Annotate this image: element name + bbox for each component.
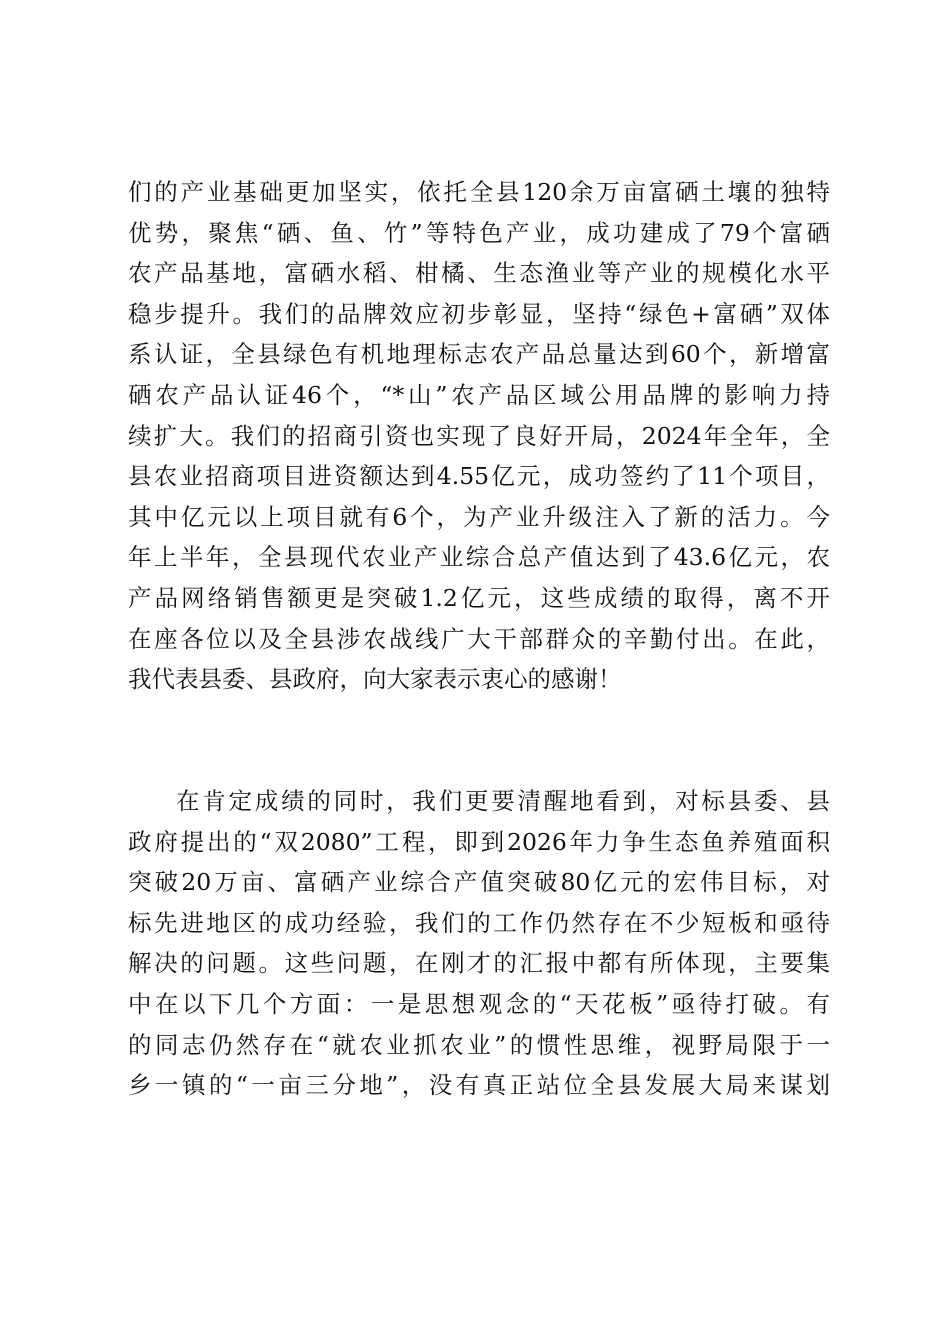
text-line: 年上半年，全县现代农业产业综合总产值达到了43.6亿元，农	[128, 543, 830, 572]
text-line: 标先进地区的成功经验，我们的工作仍然存在不少短板和亟待	[128, 908, 830, 937]
text-line: 其中亿元以上项目就有6个，为产业升级注入了新的活力。今	[128, 502, 830, 531]
text-line: 稳步提升。我们的品牌效应初步彰显，坚持“绿色+富硒”双体	[128, 299, 830, 328]
text-line: 们的产业基础更加坚实，依托全县120余万亩富硒土壤的独特	[128, 178, 830, 206]
text-line: 我代表县委、县政府，向大家表示衷心的感谢！	[128, 665, 622, 694]
text-line: 乡一镇的“一亩三分地”，没有真正站位全县发展大局来谋划	[128, 1071, 830, 1100]
text-line: 在肯定成绩的同时，我们更要清醒地看到，对标县委、县	[176, 787, 830, 815]
text-line: 系认证，全县绿色有机地理标志农产品总量达到60个，新增富	[128, 340, 830, 369]
text-line: 硒农产品认证46个，“*山”农产品区域公用品牌的影响力持	[128, 380, 830, 409]
text-line: 的同志仍然存在“就农业抓农业”的惯性思维，视野局限于一	[128, 1030, 830, 1059]
text-line: 优势，聚焦“硒、鱼、竹”等特色产业，成功建成了79个富硒	[128, 218, 830, 247]
text-line: 县农业招商项目进资额达到4.55亿元，成功签约了11个项目，	[128, 462, 830, 491]
paragraph-problems	[128, 781, 830, 1106]
text-line: 政府提出的“双2080”工程，即到2026年力争生态鱼养殖面积	[128, 827, 830, 856]
text-line: 续扩大。我们的招商引资也实现了良好开局，2024年全年，全	[128, 421, 830, 450]
text-line: 农产品基地，富硒水稻、柑橘、生态渔业等产业的规模化水平	[128, 259, 830, 288]
text-line: 产品网络销售额更是突破1.2亿元，这些成绩的取得，离不开	[128, 583, 830, 612]
text-line: 突破20万亩、富硒产业综合产值突破80亿元的宏伟目标，对	[128, 868, 830, 897]
paragraph-achievements	[128, 172, 830, 700]
text-line: 解决的问题。这些问题，在刚才的汇报中都有所体现，主要集	[128, 949, 830, 978]
text-line: 中在以下几个方面：一是思想观念的“天花板”亟待打破。有	[128, 989, 830, 1018]
text-line: 在座各位以及全县涉农战线广大干部群众的辛勤付出。在此，	[128, 624, 830, 653]
